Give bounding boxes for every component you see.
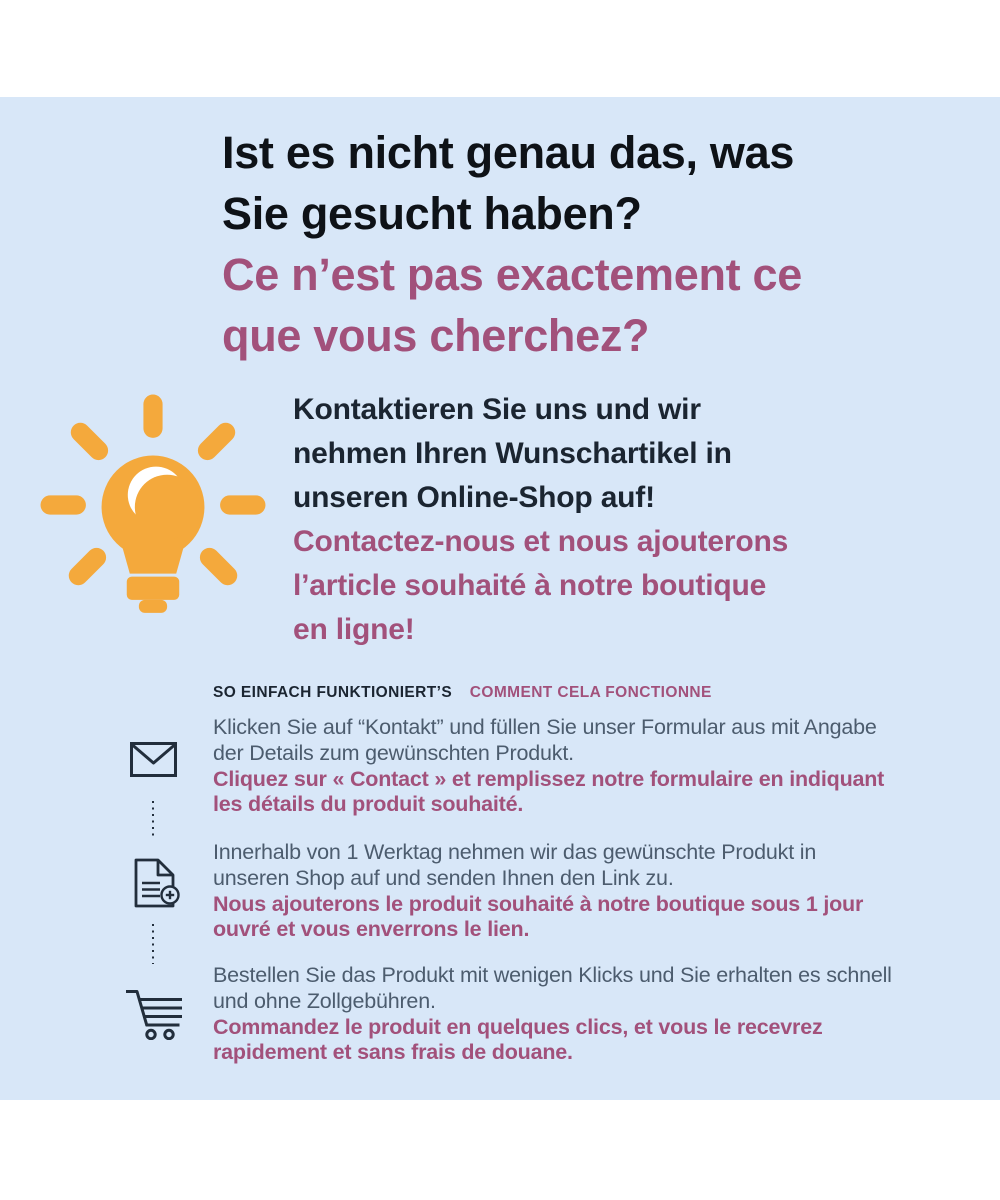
step-1-de-line: der Details zum gewünschten Produkt. [213,740,574,765]
envelope-icon [130,742,177,777]
step-1-fr-line: les détails du produit souhaité. [213,792,524,817]
step-2-de-line: Innerhalb von 1 Werktag nehmen wir das gewünschte Produkt in [213,840,817,864]
lightbulb-icon [38,392,268,620]
intro-fr-line: Contactez-nous et nous ajouterons [293,525,789,558]
how-it-works-label-fr: COMMENT CELA FONCTIONNE [469,684,712,701]
intro-text [293,388,788,652]
intro-de-line: unseren Online-Shop auf! [293,481,655,514]
step-3-text [213,963,892,1066]
how-it-works-label [213,684,712,702]
shopping-cart-icon [123,987,185,1040]
dotted-connector [152,924,154,964]
step-3-fr-line: Commandez le produit en quelques clics, et vous le recevrez [213,1014,823,1039]
heading-de-line: Sie gesucht haben? [222,188,642,239]
step-3-de-line: Bestellen Sie das Produkt mit wenigen Klicks und Sie erhalten es schnell [213,963,892,987]
heading-fr-line: Ce n’est pas exactement ce [222,249,802,300]
step-2-de-line: unseren Shop auf und senden Ihnen den Link zu. [213,865,674,890]
step-2-text [213,840,863,943]
heading-fr-line: que vous cherchez? [222,310,650,361]
step-1-de-line: Klicken Sie auf “Kontakt” und füllen Sie unser Formular aus mit Angabe [213,715,877,739]
step-3-fr-line: rapidement et sans frais de douane. [213,1040,573,1065]
intro-fr-line: l’article souhaité à notre boutique [293,569,767,602]
step-1-fr-line: Cliquez sur « Contact » et remplissez notre formulaire en indiquant [213,766,885,791]
heading-de-line: Ist es nicht genau das, was [222,127,795,178]
intro-de-line: Kontaktieren Sie uns und wir [293,393,701,426]
step-2-fr-line: ouvré et vous enverrons le lien. [213,917,530,942]
step-3-de-line: und ohne Zollgebühren. [213,988,436,1013]
intro-de-line: nehmen Ihren Wunschartikel in [293,437,732,470]
dotted-connector [152,801,154,838]
document-add-icon [129,858,181,908]
intro-fr-line: en ligne! [293,613,415,646]
step-1-text [213,715,884,818]
main-heading [222,122,802,366]
how-it-works-label-de: SO EINFACH FUNKTIONIERT’S [213,684,453,701]
step-2-fr-line: Nous ajouterons le produit souhaité à notre boutique sous 1 jour [213,891,864,916]
